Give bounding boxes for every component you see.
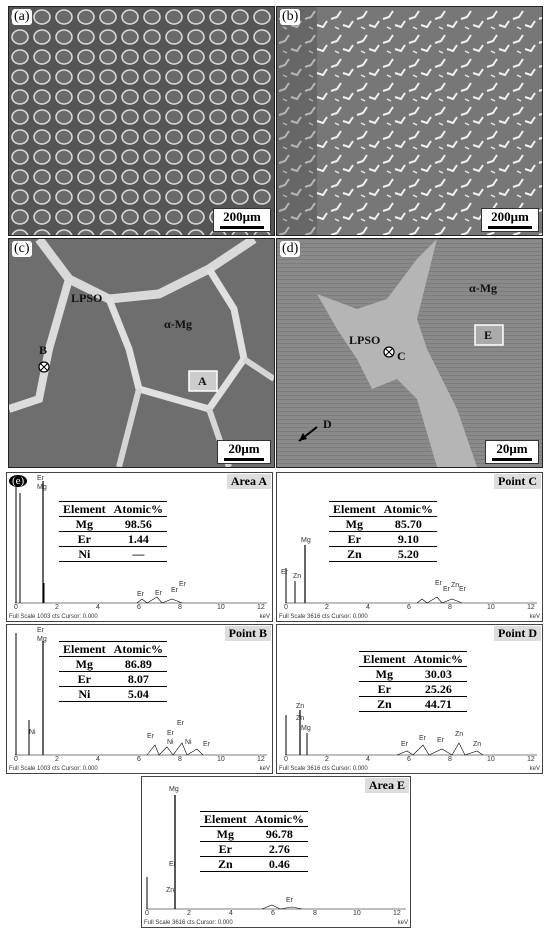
table-cell: 44.71: [410, 697, 467, 712]
peak-label: Zn: [166, 887, 175, 894]
peak-label: Zn: [451, 582, 460, 589]
peak-label: Zn: [473, 741, 482, 748]
axis-tick: 12: [257, 604, 265, 611]
peak-label: Er: [437, 737, 444, 744]
spectrum-area-a-table: [59, 501, 167, 562]
table-header-atomic: Atomic%: [380, 502, 437, 517]
table-cell: Mg: [359, 667, 410, 682]
table-cell: 1.44: [110, 532, 167, 547]
axis-tick: 12: [257, 756, 265, 763]
panel-a-scale-bar: [213, 208, 271, 232]
spectrum-point-b: [6, 624, 273, 774]
table-cell: Mg: [200, 827, 251, 842]
axis-tick: 2: [55, 756, 59, 763]
peak-label: Ni: [185, 739, 192, 746]
axis-tick: 4: [366, 604, 370, 611]
axis-tick: 4: [96, 756, 100, 763]
spectrum-area-a: [6, 472, 273, 622]
peak-label: Er: [37, 627, 44, 634]
peak-label: Er: [179, 581, 186, 588]
panel-b-micrograph: [276, 6, 543, 236]
panel-b-scale-bar: [481, 208, 539, 232]
axis-tick: 4: [366, 756, 370, 763]
axis-tick: 6: [407, 604, 411, 611]
table-header-atomic: Atomic%: [110, 642, 167, 657]
table-header-atomic: Atomic%: [410, 652, 467, 667]
axis-unit: keV: [529, 614, 540, 620]
table-cell: —: [110, 547, 167, 562]
panel-d-scale-text: 20μm: [496, 441, 528, 456]
table-cell: 86.89: [110, 657, 167, 672]
table-cell: 30.03: [410, 667, 467, 682]
peak-label: Mg: [37, 484, 47, 491]
table-cell: 25.26: [410, 682, 467, 697]
peak-label: Er: [435, 580, 442, 587]
panel-e-label: (e): [9, 475, 27, 487]
spectrum-point-c: [276, 472, 543, 622]
peak-label: Ni: [167, 739, 174, 746]
table-cell: 5.04: [110, 687, 167, 702]
peak-label: Er: [147, 733, 154, 740]
spectrum-point-c-table: [329, 501, 437, 562]
peak-label: Er: [203, 741, 210, 748]
axis-tick: 0: [145, 910, 149, 917]
spectrum-footer: Full Scale 1003 cts Cursor: 0.000: [9, 614, 98, 620]
table-cell: Er: [59, 672, 110, 687]
table-cell: 96.78: [251, 827, 308, 842]
peak-label: Mg: [301, 537, 311, 544]
table-cell: Zn: [200, 857, 251, 872]
peak-label: Er: [37, 475, 44, 482]
axis-tick: 10: [353, 910, 361, 917]
table-cell: 9.10: [380, 532, 437, 547]
table-cell: 8.07: [110, 672, 167, 687]
panel-a-texture: [9, 7, 274, 235]
peak-label: Er: [443, 586, 450, 593]
panel-c-area-a-label: A: [198, 374, 207, 388]
panel-c-amg-label: α-Mg: [164, 317, 193, 331]
table-cell: Mg: [329, 517, 380, 532]
peak-label: Er: [401, 741, 408, 748]
table-cell: Zn: [329, 547, 380, 562]
peak-label: Er: [155, 590, 162, 597]
peak-label: Er: [169, 861, 176, 868]
panel-b-label: (b): [282, 9, 299, 24]
peak-label: Er: [167, 730, 174, 737]
axis-tick: 12: [527, 756, 535, 763]
panel-c-scale-bar: [217, 440, 271, 464]
axis-unit: keV: [397, 920, 408, 926]
axis-tick: 2: [325, 604, 329, 611]
table-cell: 2.76: [251, 842, 308, 857]
axis-tick: 8: [313, 910, 317, 917]
axis-tick: 0: [284, 604, 288, 611]
axis-tick: 8: [448, 756, 452, 763]
axis-tick: 0: [14, 756, 18, 763]
axis-tick: 0: [14, 604, 18, 611]
axis-tick: 2: [55, 604, 59, 611]
axis-tick: 2: [187, 910, 191, 917]
table-cell: Er: [359, 682, 410, 697]
panel-d-point-c-label: C: [397, 349, 406, 363]
spectrum-point-d-title: Point D: [494, 626, 541, 641]
table-cell: 0.46: [251, 857, 308, 872]
table-header-element: Element: [329, 502, 380, 517]
panel-d-label: (d): [282, 241, 299, 256]
axis-tick: 8: [178, 756, 182, 763]
axis-tick: 6: [407, 756, 411, 763]
axis-tick: 4: [229, 910, 233, 917]
table-header-element: Element: [359, 652, 410, 667]
peak-label: Mg: [301, 725, 311, 732]
peak-label: Er: [137, 591, 144, 598]
table-cell: 5.20: [380, 547, 437, 562]
spectrum-footer: Full Scale 1003 cts Cursor: 0.000: [9, 766, 98, 772]
panel-a-micrograph: [8, 6, 275, 236]
spectrum-point-b-table: [59, 641, 167, 702]
spectrum-area-e-table: [200, 811, 308, 872]
table-cell: Ni: [59, 687, 110, 702]
panel-b-scale-text: 200μm: [491, 209, 529, 224]
table-header-element: Element: [59, 642, 110, 657]
axis-tick: 4: [96, 604, 100, 611]
peak-label: Zn: [293, 573, 302, 580]
panel-c-micrograph: [8, 238, 275, 468]
panel-d-lpso-label: LPSO: [349, 333, 381, 347]
peak-label: Er: [177, 720, 184, 727]
panel-d-micrograph: [276, 238, 543, 468]
table-cell: Mg: [59, 657, 110, 672]
peak-label: Mg: [37, 636, 47, 643]
axis-tick: 0: [284, 756, 288, 763]
peak-label: Zn: [455, 731, 464, 738]
peak-label: Er: [459, 586, 466, 593]
spectrum-point-c-title: Point C: [494, 474, 541, 489]
table-cell: Zn: [359, 697, 410, 712]
peak-label: Er: [281, 569, 288, 576]
table-cell: Er: [59, 532, 110, 547]
axis-tick: 2: [325, 756, 329, 763]
panel-c-point-b-label: B: [39, 343, 48, 357]
axis-tick: 12: [393, 910, 401, 917]
axis-tick: 6: [271, 910, 275, 917]
peak-label: Mg: [169, 786, 179, 793]
table-cell: Ni: [59, 547, 110, 562]
panel-a-label: (a): [14, 9, 30, 24]
spectrum-area-a-title: Area A: [227, 474, 271, 489]
spectrum-point-d-table: [359, 651, 467, 712]
panel-a-scale-text: 200μm: [223, 209, 261, 224]
table-header-element: Element: [59, 502, 110, 517]
axis-tick: 12: [527, 604, 535, 611]
table-cell: Er: [329, 532, 380, 547]
axis-unit: keV: [259, 614, 270, 620]
table-cell: 98.56: [110, 517, 167, 532]
panel-c-label: (c): [14, 241, 30, 256]
table-header-atomic: Atomic%: [251, 812, 308, 827]
panel-d-amg-label: α-Mg: [469, 281, 498, 295]
spectrum-footer: Full Scale 3616 cts Cursor: 0.000: [279, 614, 368, 620]
peak-label: Er: [286, 897, 293, 904]
peak-label: Er: [419, 735, 426, 742]
peak-label: Ni: [29, 729, 36, 736]
table-cell: Mg: [59, 517, 110, 532]
panel-d-area-e-label: E: [484, 328, 493, 342]
panel-c-texture: [9, 239, 274, 467]
panel-b-texture: [277, 7, 542, 235]
axis-tick: 10: [217, 756, 225, 763]
spectrum-point-b-title: Point B: [225, 626, 271, 641]
axis-tick: 8: [178, 604, 182, 611]
axis-tick: 10: [217, 604, 225, 611]
panel-d-point-d-label: D: [323, 417, 332, 431]
panel-d-texture: [277, 239, 542, 467]
table-cell: 85.70: [380, 517, 437, 532]
panel-d-scale-bar: [485, 440, 539, 464]
spectrum-footer: Full Scale 3616 cts Cursor: 0.000: [144, 920, 233, 926]
axis-unit: keV: [259, 766, 270, 772]
table-header-element: Element: [200, 812, 251, 827]
spectrum-footer: Full Scale 3616 cts Cursor: 0.000: [279, 766, 368, 772]
table-cell: Er: [200, 842, 251, 857]
peak-label: Zn: [296, 715, 305, 722]
axis-unit: keV: [529, 766, 540, 772]
axis-tick: 6: [137, 756, 141, 763]
spectrum-area-e: [141, 776, 411, 928]
axis-tick: 10: [487, 604, 495, 611]
table-header-atomic: Atomic%: [110, 502, 167, 517]
spectrum-area-e-title: Area E: [365, 778, 409, 793]
axis-tick: 10: [487, 756, 495, 763]
peak-label: Er: [171, 587, 178, 594]
panel-c-lpso-label: LPSO: [71, 291, 103, 305]
panel-c-scale-text: 20μm: [228, 441, 260, 456]
spectrum-point-d: [276, 624, 543, 774]
peak-label: Zn: [296, 703, 305, 710]
axis-tick: 8: [448, 604, 452, 611]
axis-tick: 6: [137, 604, 141, 611]
